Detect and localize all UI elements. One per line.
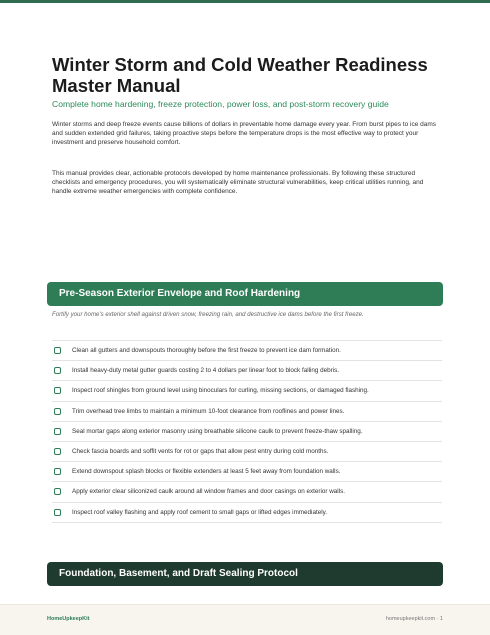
checkbox[interactable] bbox=[54, 347, 61, 354]
checklist-item-text: Install heavy-duty metal gutter guards costing 2 to 4 dollars per linear foot to block falling debris. bbox=[72, 367, 340, 375]
checklist-item bbox=[52, 482, 442, 502]
page-subtitle: Complete home hardening, freeze protection, power loss, and post-storm recovery guide bbox=[52, 99, 389, 109]
checklist-item bbox=[52, 503, 442, 523]
page-footer bbox=[0, 604, 490, 635]
section-intro: Fortify your home's exterior shell against driven snow, freezing rain, and destructive ice dams before the first freeze. bbox=[52, 311, 364, 318]
page-title: Winter Storm and Cold Weather Readiness Master Manual bbox=[52, 54, 428, 96]
intro-paragraph-2: This manual provides clear, actionable protocols developed by home maintenance professionals. By following these structured checklists and emergency procedures, you will systematically eliminate structural vulnerabilities, keep critical utilities running, and handle extreme weather emergencies with complete confidence. bbox=[52, 169, 424, 195]
checklist-item bbox=[52, 340, 442, 361]
checklist-item-text: Trim overhead tree limbs to maintain a minimum 10-foot clearance from rooflines and power lines. bbox=[72, 407, 345, 415]
checklist-item bbox=[52, 422, 442, 442]
section-heading-exterior: Pre-Season Exterior Envelope and Roof Hardening bbox=[47, 282, 443, 306]
checkbox[interactable] bbox=[54, 468, 61, 475]
checklist-item-text: Inspect roof shingles from ground level using binoculars for curling, missing sections, or damaged flashing. bbox=[72, 387, 369, 395]
checklist-item-text: Inspect roof valley flashing and apply roof cement to small gaps or lifted edges immediately. bbox=[72, 508, 328, 516]
checkbox[interactable] bbox=[54, 509, 61, 516]
footer-brand: HomeUpkeepKit bbox=[47, 616, 90, 622]
intro-paragraph-1: Winter storms and deep freeze events cause billions of dollars in preventable home damage every year. From burst pipes to ice dams and sudden extended grid failures, taking proactive steps before the temperature drops is the most effective way to protect your investment and preserve household comfort. bbox=[52, 120, 437, 146]
checkbox[interactable] bbox=[54, 367, 61, 374]
section-heading-foundation: Foundation, Basement, and Draft Sealing Protocol bbox=[47, 562, 443, 586]
exterior-checklist bbox=[52, 340, 442, 523]
checklist-item bbox=[52, 442, 442, 462]
checklist-item bbox=[52, 462, 442, 482]
checkbox[interactable] bbox=[54, 448, 61, 455]
footer-page-info: homeupkeepkit.com · 1 bbox=[385, 616, 443, 622]
checkbox[interactable] bbox=[54, 408, 61, 415]
checklist-item-text: Seal mortar gaps along exterior masonry using breathable silicone caulk to prevent freeze-thaw spalling. bbox=[72, 427, 363, 435]
checklist-item-text: Clean all gutters and downspouts thoroughly before the first freeze to prevent ice dam formation. bbox=[72, 347, 341, 354]
checklist-item bbox=[52, 381, 442, 401]
checklist-item bbox=[52, 402, 442, 422]
top-accent-rule bbox=[0, 0, 490, 3]
checkbox[interactable] bbox=[54, 488, 61, 495]
checkbox[interactable] bbox=[54, 428, 61, 435]
checklist-item-text: Apply exterior clear siliconized caulk around all window frames and door casings on exterior walls. bbox=[72, 488, 345, 496]
checklist-item bbox=[52, 361, 442, 381]
checklist-item-text: Check fascia boards and soffit vents for rot or gaps that allow pest entry during cold months. bbox=[72, 448, 329, 456]
checkbox[interactable] bbox=[54, 387, 61, 394]
checklist-item-text: Extend downspout splash blocks or flexible extenders at least 5 feet away from foundation walls. bbox=[72, 468, 341, 476]
document-header bbox=[52, 54, 444, 196]
